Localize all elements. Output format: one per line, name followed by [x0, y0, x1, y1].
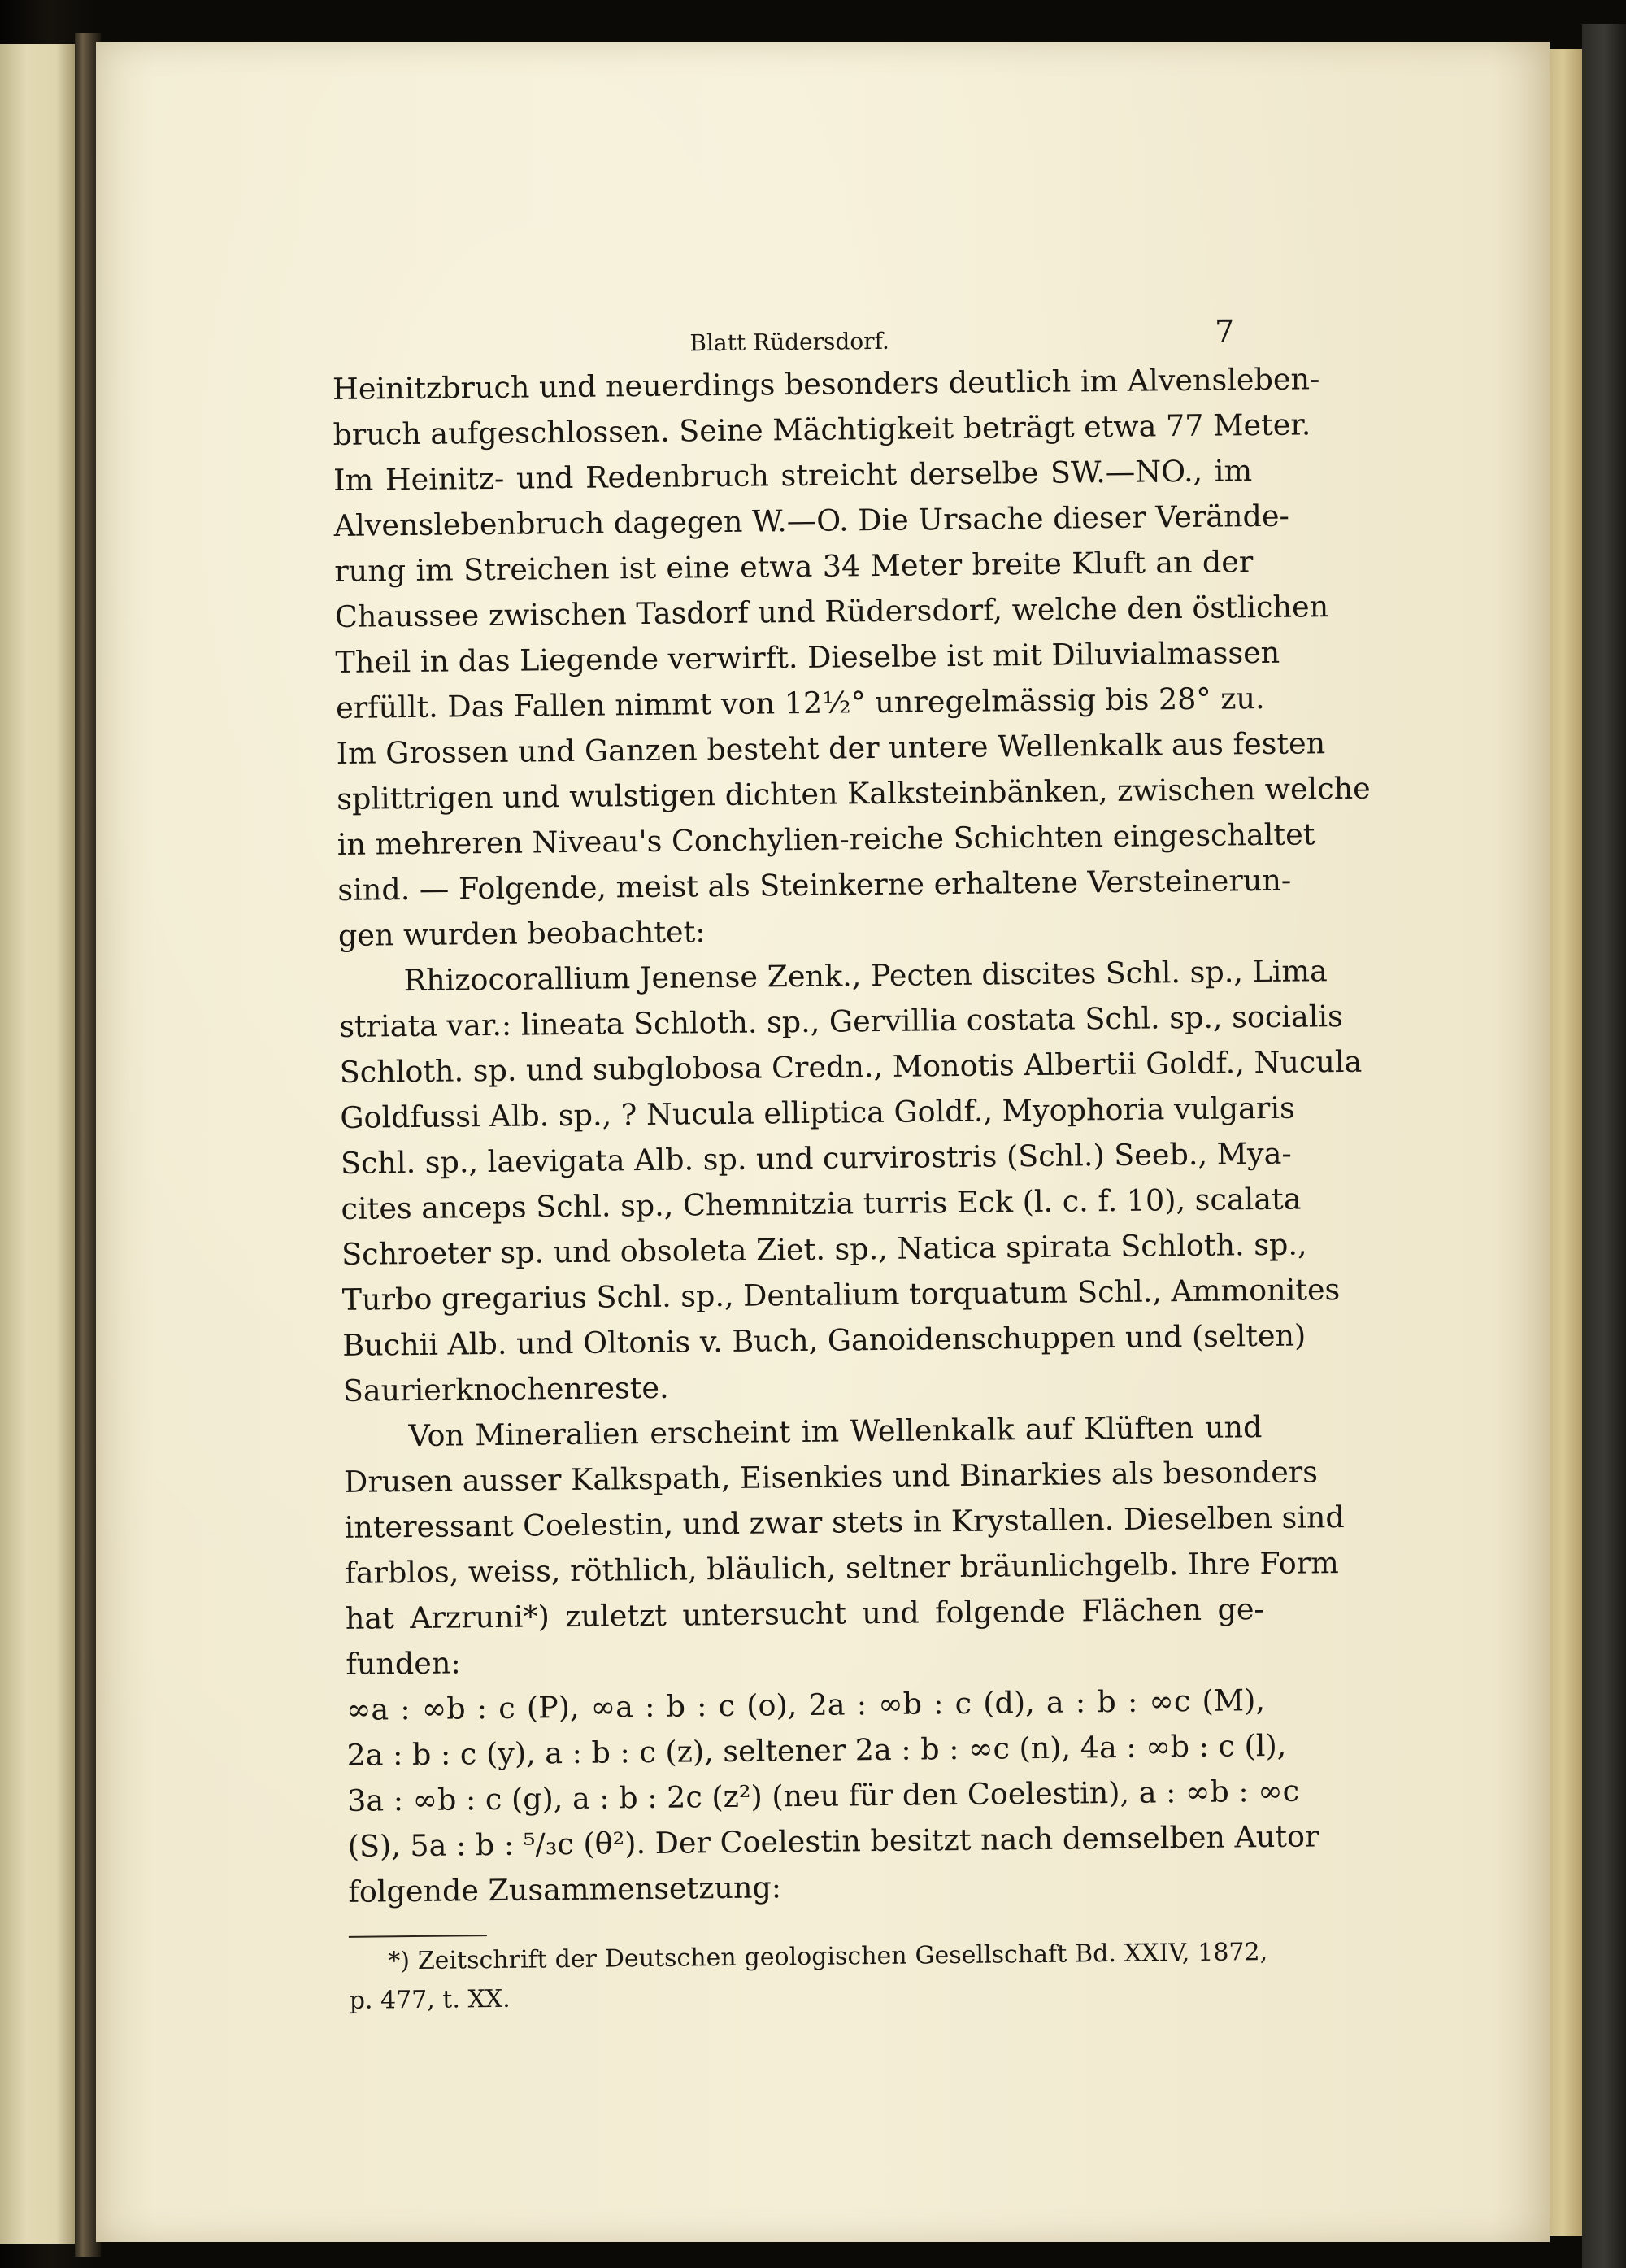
text-line: hat Arzruni*) zuletzt untersucht und folgende Flächen ge- [345, 1591, 1264, 1636]
footnote-line: *) Zeitschrift der Deutschen geologischen Gesellschaft Bd. XXIV, 1872, [388, 1938, 1268, 1976]
text-line: 2a : b : c (y), a : b : c (z), seltener 2a : b : ∞c (n), 4a : ∞b : c (l), [346, 1727, 1287, 1773]
text-line: sind. — Folgende, meist als Steinkerne erhaltene Versteinerun- [337, 862, 1292, 908]
book-cover-edge [1582, 24, 1626, 2268]
text-line: Alvenslebenbruch dagegen W.—O. Die Ursache dieser Verände- [333, 498, 1290, 543]
text-line: funden: [346, 1645, 461, 1682]
text-line: bruch aufgeschlossen. Seine Mächtigkeit beträgt etwa 77 Meter. [333, 407, 1311, 452]
text-line: in mehreren Niveau's Conchylien-reiche Schichten eingeschaltet [337, 816, 1315, 862]
text-line: Buchii Alb. und Oltonis v. Buch, Ganoidenschuppen und (selten) [342, 1317, 1306, 1363]
running-head [332, 303, 1251, 362]
text-line: 3a : ∞b : c (g), a : b : 2c (z²) (neu für den Coelestin), a : ∞b : ∞c [346, 1773, 1300, 1818]
text-line: Schl. sp., laevigata Alb. sp. und curvirostris (Schl.) Seeb., Mya- [340, 1135, 1292, 1181]
footnote-line: p. 477, t. XX. [349, 1984, 511, 2015]
text-line: cites anceps Schl. sp., Chemnitzia turris Eck (l. c. f. 10), scalata [341, 1181, 1302, 1226]
crystal-faces-paragraph [346, 1678, 1319, 1915]
page-text [332, 303, 1371, 2021]
page-stack-edge [1550, 49, 1582, 2236]
text-line: Schroeter sp. und obsoleta Ziet. sp., Natica spirata Schloth. sp., [341, 1226, 1307, 1272]
footnote [349, 1926, 1268, 2021]
text-line: gen wurden beobachtet: [337, 914, 706, 953]
text-line: erfüllt. Das Fallen nimmt von 12½° unregelmässig bis 28° zu. [335, 681, 1265, 725]
text-line: Im Grossen und Ganzen besteht der untere Wellenkalk aus festen [336, 725, 1326, 771]
text-line: Chaussee zwischen Tasdorf und Rüdersdorf, welche den östlichen [334, 589, 1329, 634]
running-title: Blatt Rüdersdorf. [689, 327, 890, 357]
fossil-list-paragraph [338, 949, 1363, 1414]
text-line: splittrigen und wulstigen dichten Kalksteinbänken, zwischen welche [337, 770, 1371, 816]
text-line: interessant Coelestin, und zwar stets in Krystallen. Dieselben sind [344, 1500, 1345, 1545]
text-line: (S), 5a : b : ⁵/₃c (θ²). Der Coelestin besitzt nach demselben Autor [347, 1818, 1319, 1864]
facing-page-edge [0, 44, 77, 2244]
text-line: folgende Zusammensetzung: [348, 1870, 782, 1909]
text-line: Im Heinitz- und Redenbruch streicht derselbe SW.—NO., im [333, 453, 1253, 498]
text-line: Rhizocorallium Jenense Zenk., Pecten discites Schl. sp., Lima [403, 953, 1328, 999]
text-line: rung im Streichen ist eine etwa 34 Meter breite Kluft an der [334, 544, 1254, 589]
text-line: striata var.: lineata Schloth. sp., Gervillia costata Schl. sp., socialis [338, 999, 1344, 1044]
text-line: Drusen ausser Kalkspath, Eisenkies und Binarkies als besonders [343, 1454, 1319, 1500]
footnote-rule [349, 1935, 487, 1938]
text-line: Goldfussi Alb. sp., ? Nucula elliptica Goldf., Myophoria vulgaris [340, 1090, 1295, 1135]
page-number: 7 [1214, 313, 1235, 350]
text-line: Heinitzbruch und neuerdings besonders deutlich im Alvensleben- [332, 361, 1320, 407]
text-line: farblos, weiss, röthlich, bläulich, seltner bräunlichgelb. Ihre Form [345, 1545, 1340, 1591]
minerals-paragraph [343, 1404, 1345, 1687]
text-line: Theil in das Liegende verwirft. Dieselbe ist mit Diluvialmassen [335, 634, 1280, 680]
text-line: Von Mineralien erscheint im Wellenkalk auf Klüften und [408, 1409, 1263, 1454]
text-line: Schloth. sp. und subglobosa Credn., Monotis Albertii Goldf., Nucula [339, 1043, 1363, 1090]
text-line: Saurierknochenreste. [342, 1369, 669, 1408]
body-text [332, 357, 1371, 1915]
text-line: Turbo gregarius Schl. sp., Dentalium torquatum Schl., Ammonites [341, 1272, 1341, 1317]
text-line: ∞a : ∞b : c (P), ∞a : b : c (o), 2a : ∞b : c (d), a : b : ∞c (M), [346, 1682, 1266, 1727]
paragraph [332, 357, 1371, 959]
